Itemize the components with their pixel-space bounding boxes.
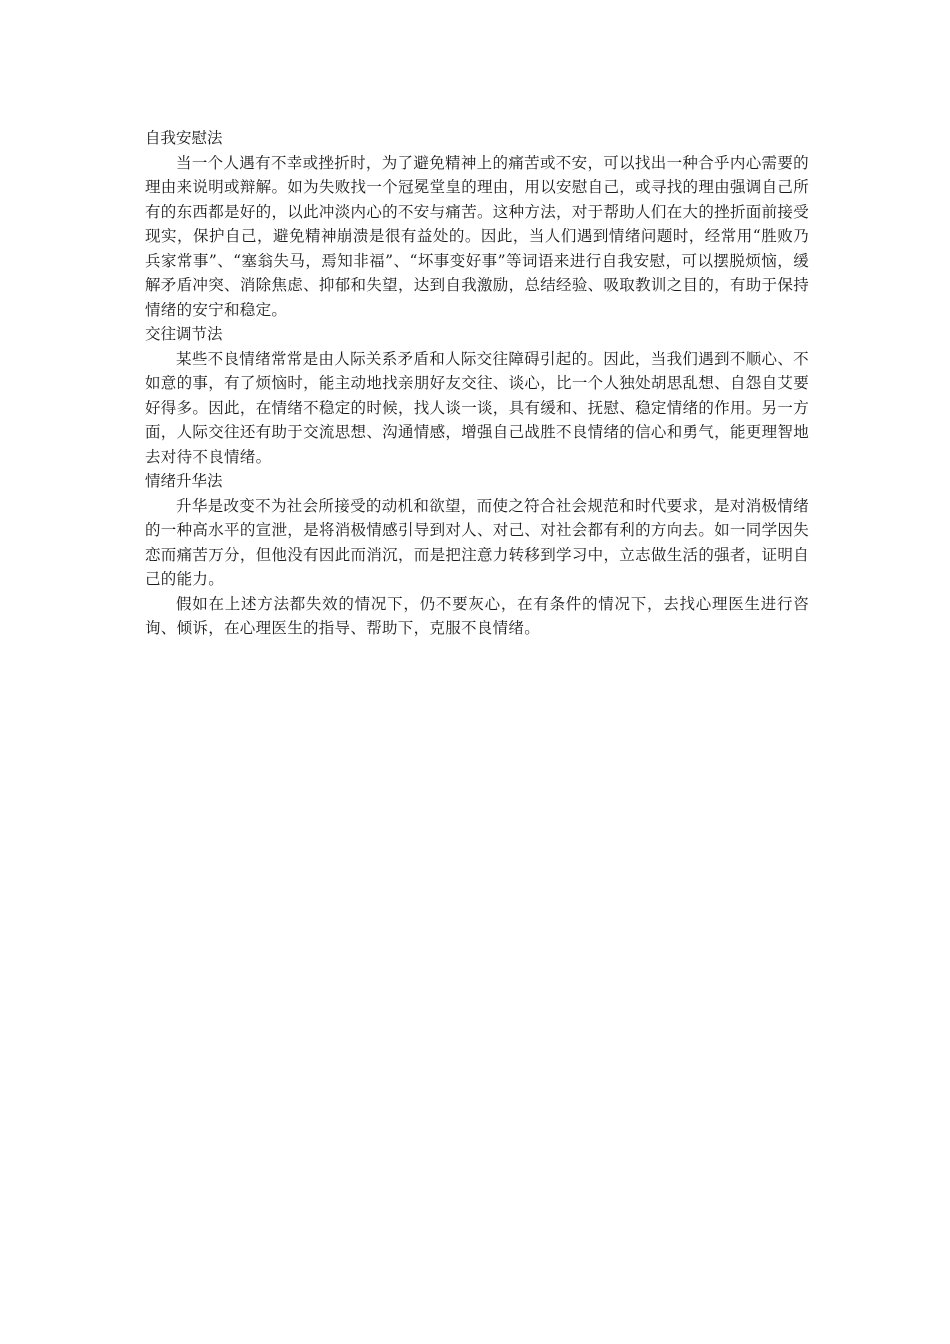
section-heading-sublimation: 情绪升华法 — [145, 472, 223, 490]
paragraph-self-comfort: 当一个人遇有不幸或挫折时，为了避免精神上的痛苦或不安，可以找出一种合乎内心需要的理由来说明或辩解。如为失败找一个冠冕堂皇的理由，用以安慰自己，或寻找的理由强调自己所有的东西都是好的，以此冲淡内心的不安与痛苦。这种方法，对于帮助人们在大的挫折面前接受现实，保护自己，避免精神崩溃是很有益处的。因此，当人们遇到情绪问题时，经常用“胜败乃兵家常事”、“塞翁失马，焉知非福”、“坏事变好事”等词语来进行自我安慰，可以摆脱烦恼，缓解矛盾冲突、消除焦虑、抑郁和失望，达到自我激励，总结经验、吸取教训之目的，有助于保持情绪的安宁和稳定。 — [145, 153, 809, 319]
paragraph-sublimation: 升华是改变不为社会所接受的动机和欲望，而使之符合社会规范和时代要求，是对消极情绪的一种高水平的宣泄，是将消极情感引导到对人、对己、对社会都有利的方向去。如一同学因失恋而痛苦万分，但他没有因此而消沉，而是把注意力转移到学习中，立志做生活的强者，证明自己的能力。 — [145, 496, 809, 588]
paragraph-social-regulation: 某些不良情绪常常是由人际关系矛盾和人际交往障碍引起的。因此，当我们遇到不顺心、不如意的事，有了烦恼时，能主动地找亲朋好友交往、谈心，比一个人独处胡思乱想、自怨自艾要好得多。因此，在情绪不稳定的时候，找人谈一谈，具有缓和、抚慰、稳定情绪的作用。另一方面，人际交往还有助于交流思想、沟通情感，增强自己战胜不良情绪的信心和勇气，能更理智地去对待不良情绪。 — [145, 349, 809, 466]
section-heading-self-comfort: 自我安慰法 — [145, 129, 223, 147]
document-body — [145, 126, 809, 641]
section-heading-social-regulation: 交往调节法 — [145, 325, 223, 343]
paragraph-counseling: 假如在上述方法都失效的情况下，仍不要灰心，在有条件的情况下，去找心理医生进行咨询、倾诉，在心理医生的指导、帮助下，克服不良情绪。 — [145, 594, 809, 637]
